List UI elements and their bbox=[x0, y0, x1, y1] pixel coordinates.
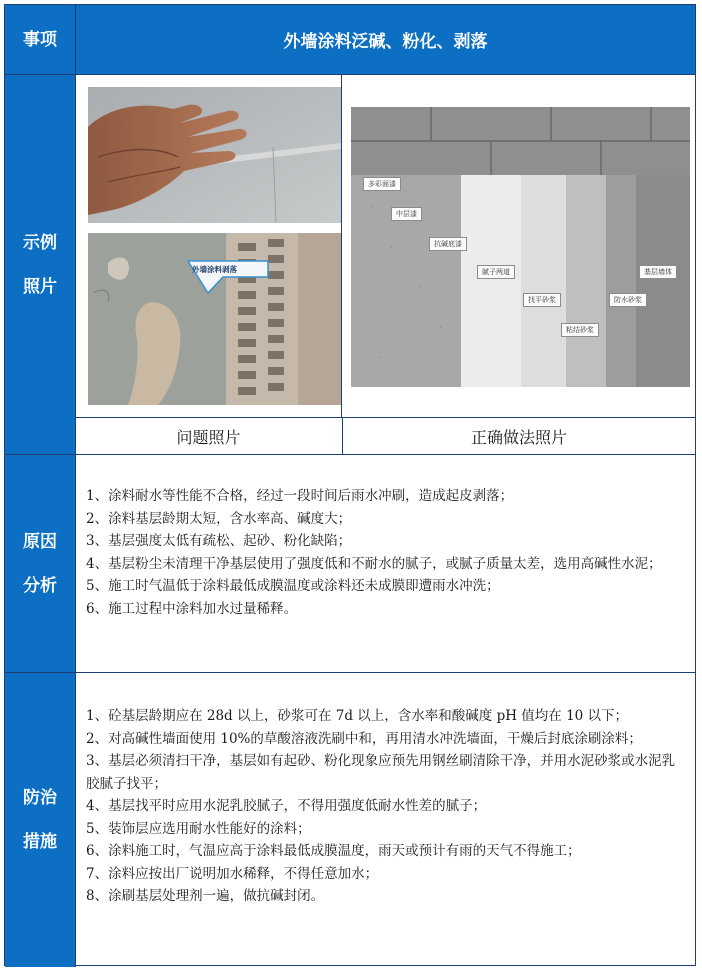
correct-method-photo bbox=[351, 107, 690, 387]
problem-photo-hand bbox=[88, 87, 341, 223]
layer-tag-6: 粘结砂浆 bbox=[561, 323, 599, 337]
causes-row bbox=[5, 455, 695, 673]
cause-item: 5、施工时气温低于涂料最低成膜温度或涂料还未成膜即遭雨水冲洗； bbox=[86, 578, 500, 594]
measure-item: 2、对高碱性墙面使用 10%的草酸溶液洗刷中和，再用清水冲洗墙面，干燥后封底涂刷涂料； bbox=[86, 730, 642, 747]
problem-photo-facade bbox=[88, 233, 341, 405]
causes-label bbox=[5, 455, 76, 672]
cause-item: 6、施工过程中涂料加水过量稀释。 bbox=[86, 600, 298, 617]
layer-tag-8: 基层墙体 bbox=[639, 265, 677, 279]
problem-caption: 问题照片 bbox=[176, 427, 241, 447]
measure-item: 3、基层必须清扫干净，基层如有起砂、粉化现象应预先用钢丝刷清除干净，并用水泥砂浆或水泥乳胶腻子找平； bbox=[86, 753, 676, 792]
correct-caption: 正确做法照片 bbox=[342, 418, 695, 454]
measures-label bbox=[5, 673, 76, 967]
photo-label bbox=[5, 75, 76, 454]
measures-label-line1: 防治 bbox=[23, 788, 57, 808]
caption-row bbox=[76, 417, 695, 454]
causes-content bbox=[76, 455, 695, 672]
layer-tag-5: 找平砂浆 bbox=[523, 293, 561, 307]
measure-item: 7、涂料应按出厂说明加水稀释，不得任意加水； bbox=[86, 865, 379, 882]
defect-sheet bbox=[4, 4, 696, 966]
header-row bbox=[5, 5, 695, 75]
photo-content bbox=[76, 75, 695, 454]
measure-item: 1、砼基层龄期应在 28d 以上，砂浆可在 7d 以上，含水率和酸碱度 pH 值均在 10 以下； bbox=[86, 708, 629, 724]
measure-item: 6、涂料施工时，气温应高于涂料最低成膜温度，雨天或预计有雨的天气不得施工； bbox=[86, 843, 581, 859]
causes-list bbox=[86, 485, 681, 620]
measure-item: 5、装饰层应选用耐水性能好的涂料； bbox=[86, 820, 311, 837]
measures-row bbox=[5, 673, 695, 967]
layer-tag-7: 防水砂浆 bbox=[609, 293, 647, 307]
measures-label-line2: 措施 bbox=[23, 832, 57, 852]
cause-item: 2、涂料基层龄期太短，含水率高、碱度大； bbox=[86, 510, 352, 527]
photo-row bbox=[5, 75, 695, 455]
causes-label-line1: 原因 bbox=[23, 531, 57, 552]
photo-area bbox=[76, 75, 695, 417]
layer-tag-2: 中层漆 bbox=[391, 207, 422, 221]
photo-label-line1: 示例 bbox=[23, 232, 57, 253]
measure-item: 4、基层找平时应用水泥乳胶腻子，不得用强度低耐水性差的腻子； bbox=[86, 798, 487, 814]
cause-item: 1、涂料耐水等性能不合格，经过一段时间后雨水冲刷，造成起皮剥落； bbox=[86, 488, 514, 504]
layer-tag-1: 多彩面漆 bbox=[363, 177, 401, 191]
photo-label-line2: 照片 bbox=[23, 276, 57, 297]
measures-content bbox=[76, 673, 695, 967]
sheet-title: 外墙涂料泛碱、粉化、剥落 bbox=[76, 5, 695, 74]
column-divider bbox=[341, 75, 342, 417]
cause-item: 4、基层粉尘未清理干净基层使用了强度低和不耐水的腻子，或腻子质量太差，选用高碱性水泥； bbox=[86, 555, 662, 572]
cause-item: 3、基层强度太低有疏松、起砂、粉化缺陷； bbox=[86, 533, 352, 549]
measures-list bbox=[86, 705, 681, 908]
item-label: 事项 bbox=[5, 5, 76, 74]
causes-label-line2: 分析 bbox=[23, 575, 57, 596]
measure-item: 8、涂刷基层处理剂一遍，做抗碱封闭。 bbox=[86, 888, 325, 904]
layer-tag-3: 抗碱底漆 bbox=[429, 237, 467, 251]
layer-tag-4: 腻子两道 bbox=[477, 265, 515, 279]
problem-callout: 外墙涂料剥落 bbox=[192, 265, 237, 274]
